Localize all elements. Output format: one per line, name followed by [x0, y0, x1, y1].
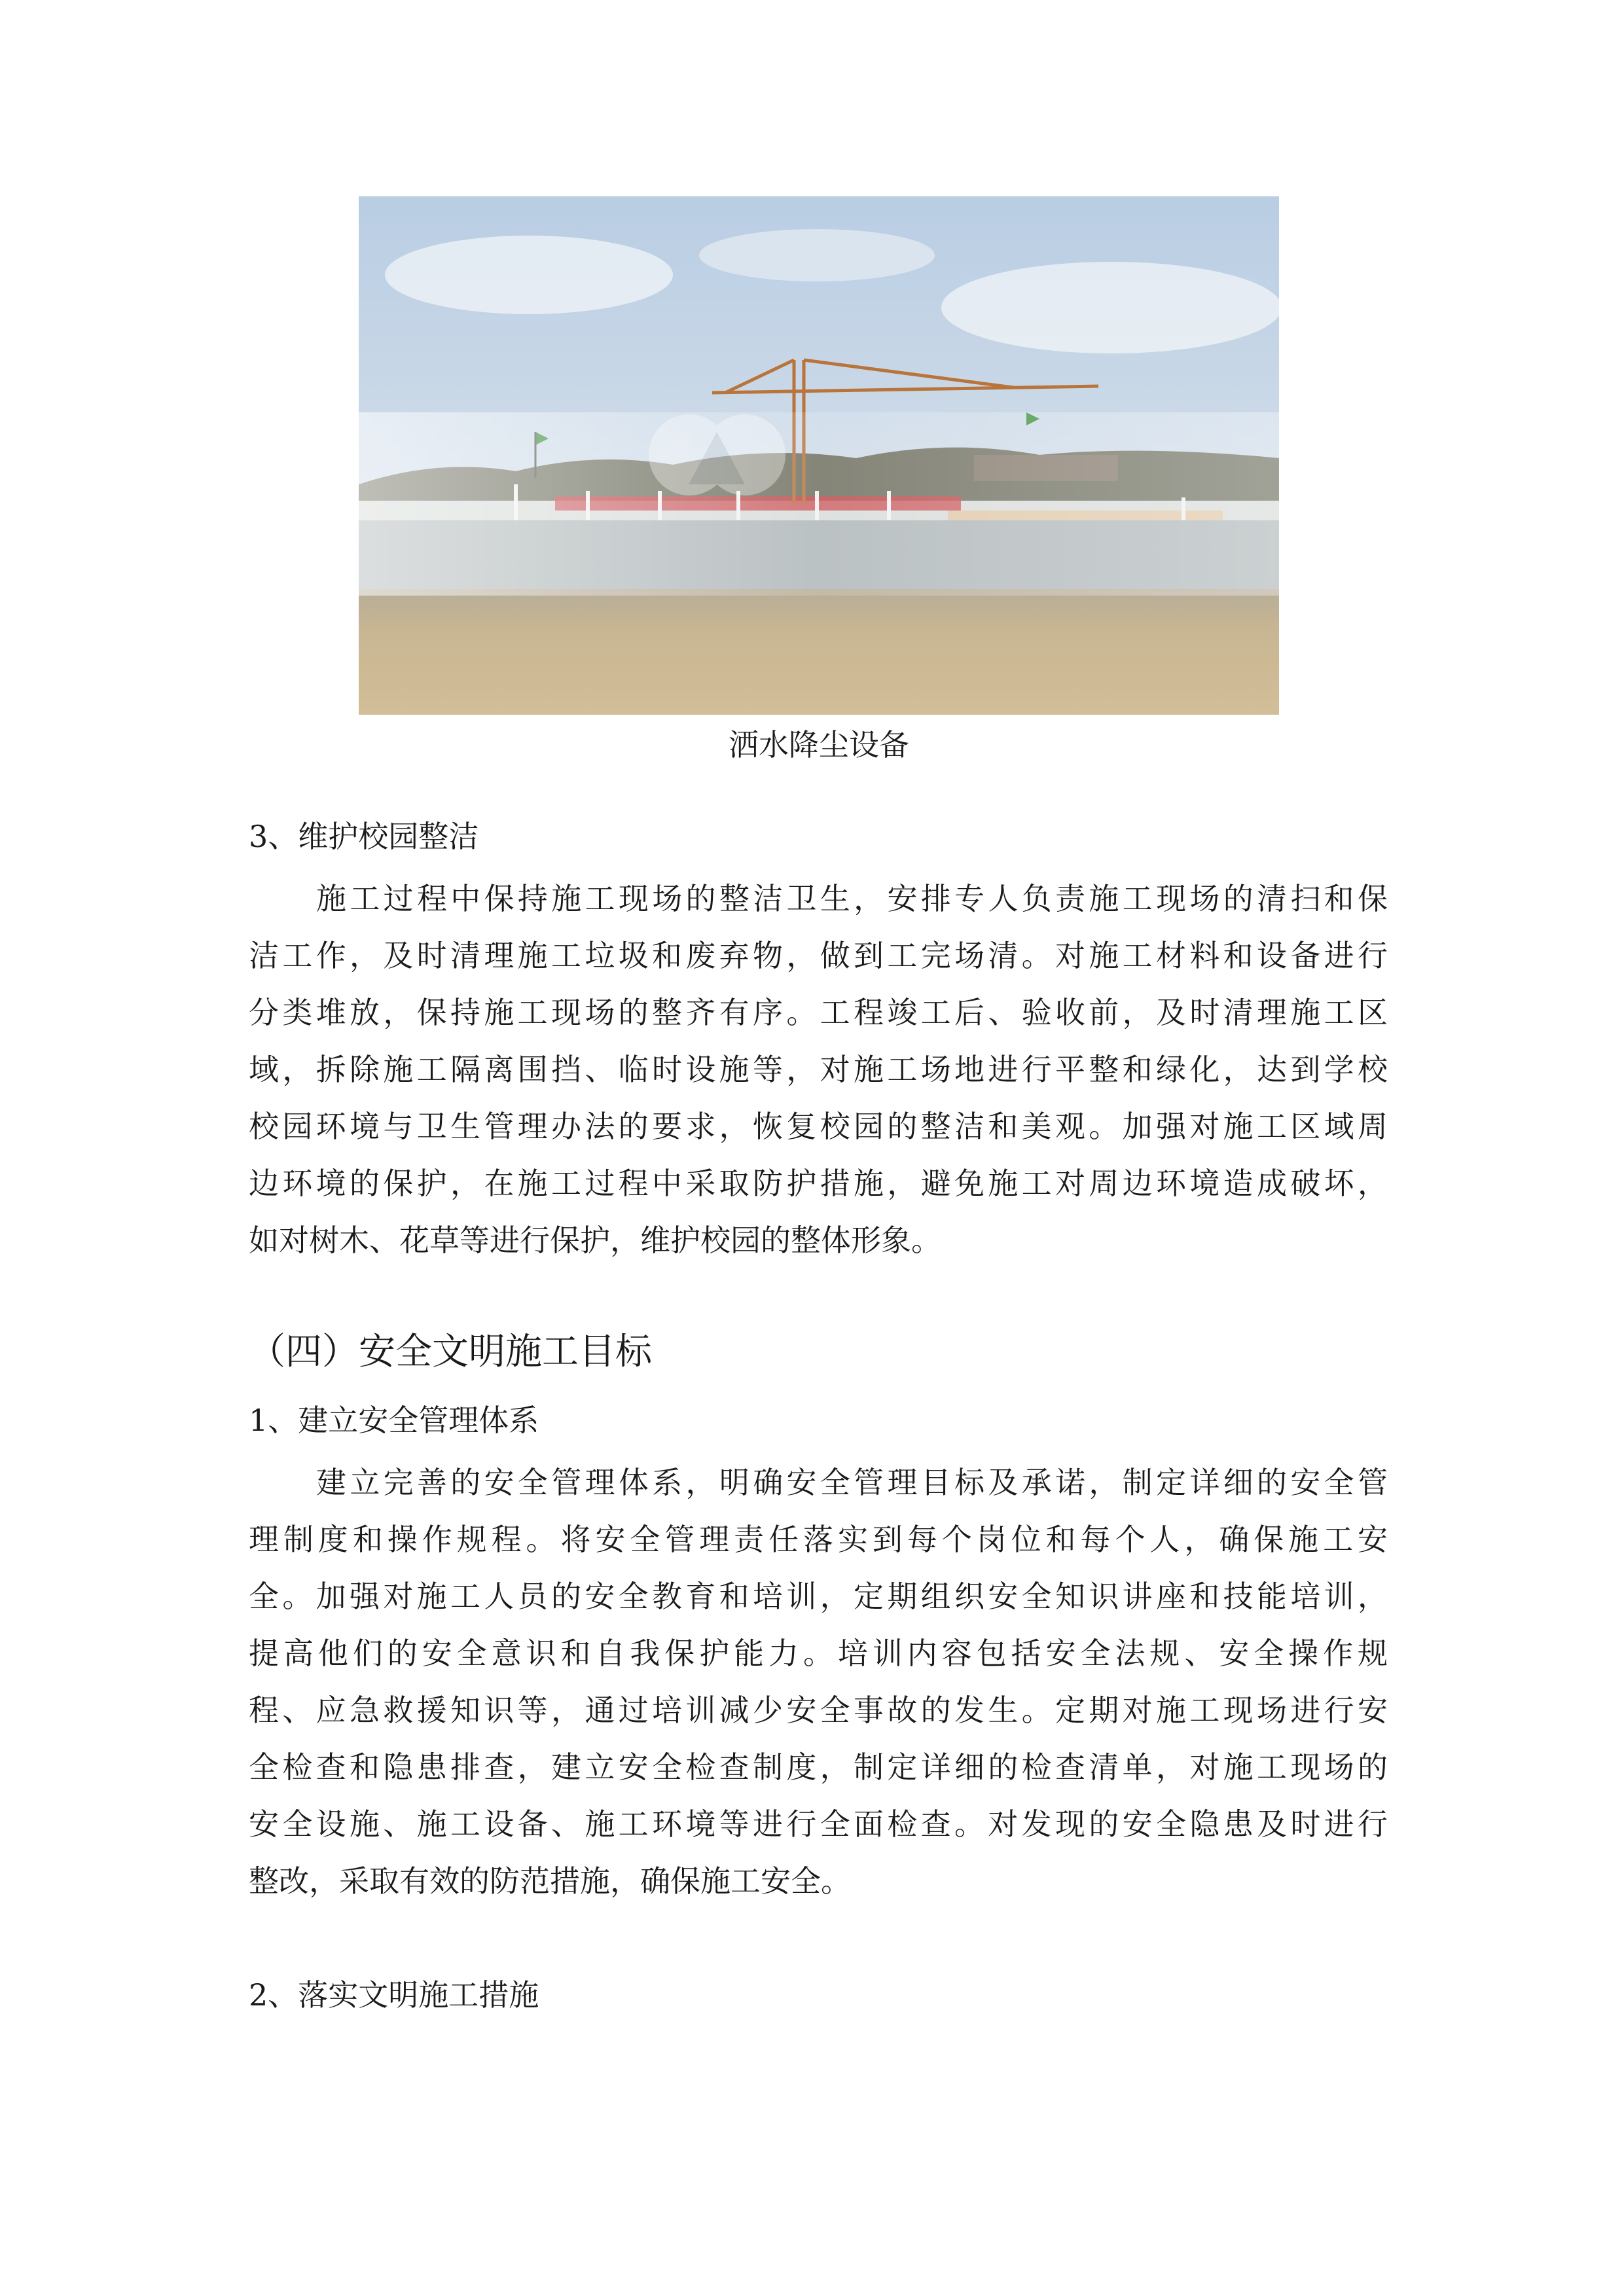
section4-sub1-heading: 1、建立安全管理体系 — [249, 1403, 539, 1438]
paragraph-line: 校园环境与卫生管理办法的要求，恢复校园的整洁和美观。加强对施工区域周 — [249, 1109, 1388, 1144]
section4-sub1-paragraph — [249, 1454, 1388, 1910]
paragraph-line: 如对树木、花草等进行保护，维护校园的整体形象。 — [249, 1223, 941, 1258]
paragraph-line: 程、应急救援知识等，通过培训减少安全事故的发生。定期对施工现场进行安 — [249, 1693, 1388, 1728]
paragraph-line: 安全设施、施工设备、施工环境等进行全面检查。对发现的安全隐患及时进行 — [249, 1806, 1388, 1842]
section3-heading: 3、维护校园整洁 — [249, 819, 479, 854]
paragraph-line: 全。加强对施工人员的安全教育和培训，定期组织安全知识讲座和技能培训， — [249, 1579, 1388, 1614]
paragraph-line: 分类堆放，保持施工现场的整齐有序。工程竣工后、验收前，及时清理施工区 — [249, 995, 1388, 1030]
watermark-logo-icon — [649, 414, 785, 495]
construction-site-image — [359, 196, 1279, 715]
paragraph-line: 提高他们的安全意识和自我保护能力。培训内容包括安全法规、安全操作规 — [249, 1636, 1388, 1671]
figure-caption: 洒水降尘设备 — [729, 727, 909, 762]
section4-heading: （四）安全文明施工目标 — [249, 1331, 652, 1373]
paragraph-line: 域，拆除施工隔离围挡、临时设施等，对施工场地进行平整和绿化，达到学校 — [249, 1052, 1388, 1087]
paragraph-line: 建立完善的安全管理体系，明确安全管理目标及承诺，制定详细的安全管 — [316, 1465, 1388, 1500]
paragraph-line: 施工过程中保持施工现场的整洁卫生，安排专人负责施工现场的清扫和保 — [316, 881, 1388, 916]
paragraph-line: 理制度和操作规程。将安全管理责任落实到每个岗位和每个人，确保施工安 — [249, 1522, 1388, 1557]
dust-suppression-photo — [359, 196, 1279, 715]
paragraph-line: 洁工作，及时清理施工垃圾和废弃物，做到工完场清。对施工材料和设备进行 — [249, 938, 1388, 973]
paragraph-line: 整改，采取有效的防范措施，确保施工安全。 — [249, 1863, 851, 1899]
paragraph-line: 全检查和隐患排查，建立安全检查制度，制定详细的检查清单，对施工现场的 — [249, 1749, 1388, 1785]
section4-sub2-heading: 2、落实文明施工措施 — [249, 1977, 539, 2013]
paragraph-line: 边环境的保护，在施工过程中采取防护措施，避免施工对周边环境造成破坏， — [249, 1166, 1388, 1201]
section3-paragraph — [249, 870, 1388, 1269]
